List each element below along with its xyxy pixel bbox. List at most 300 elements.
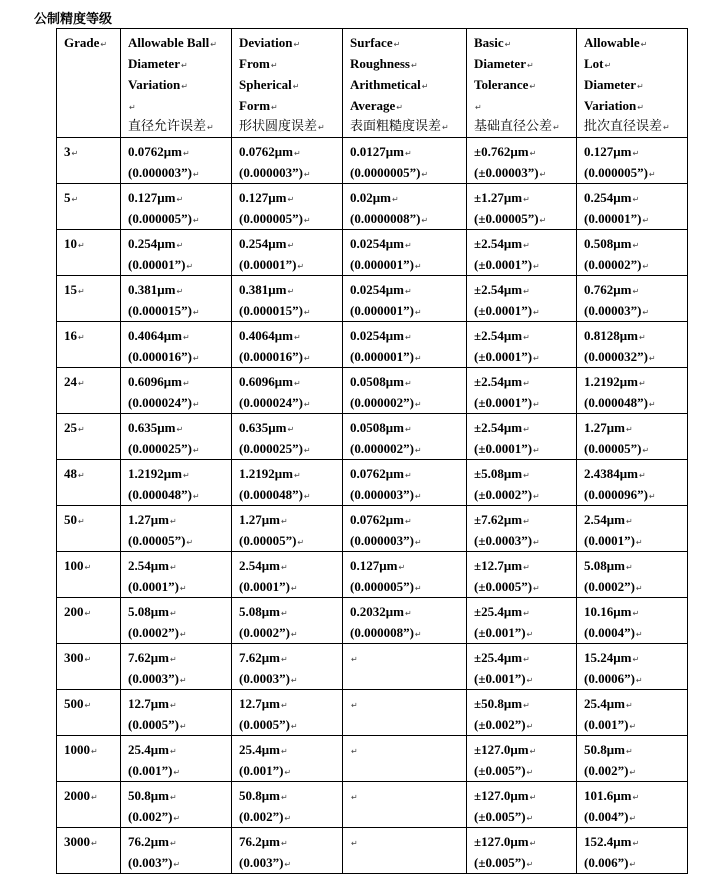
imperial-value: (0.000008”)↵	[350, 625, 422, 640]
spherical-deviation-cell	[232, 460, 343, 506]
imperial-value: (0.000001”)↵	[350, 349, 422, 364]
imperial-value: (±0.001”)↵	[474, 625, 534, 640]
imperial-value: (0.000003”)↵	[239, 165, 311, 180]
grade-cell	[57, 736, 121, 782]
imperial-value: (0.000016”)↵	[128, 349, 200, 364]
table-row	[57, 644, 688, 690]
basic-diameter-tolerance-cell	[467, 552, 577, 598]
imperial-value: (0.002”)↵	[128, 809, 181, 824]
metric-value: 0.0508μm↵	[350, 420, 412, 435]
metric-value: 25.4μm↵	[128, 742, 177, 757]
header-lot-diameter-variation	[577, 29, 688, 138]
surface-roughness-cell	[343, 276, 467, 322]
surface-roughness-cell	[343, 782, 467, 828]
table-body	[57, 138, 688, 874]
imperial-value: (0.00001”)↵	[584, 211, 650, 226]
grade-value: 16↵	[64, 328, 85, 343]
header-label-line: Lot↵	[584, 56, 612, 71]
metric-value: 7.62μm↵	[239, 650, 288, 665]
header-label-line: Spherical↵	[239, 77, 300, 92]
surface-roughness-cell	[343, 736, 467, 782]
imperial-value: (0.000048”)↵	[584, 395, 656, 410]
basic-diameter-tolerance-cell	[467, 736, 577, 782]
imperial-value: (0.000002”)↵	[350, 395, 422, 410]
surface-roughness-cell	[343, 138, 467, 184]
spherical-deviation-cell	[232, 598, 343, 644]
metric-value: 0.254μm↵	[239, 236, 295, 251]
imperial-value: (0.003”)↵	[239, 855, 292, 870]
imperial-value: (0.0003”)↵	[239, 671, 298, 686]
grade-cell	[57, 460, 121, 506]
imperial-value: (±0.002”)↵	[474, 717, 534, 732]
imperial-value: (±0.005”)↵	[474, 763, 534, 778]
imperial-value: (0.000096”)↵	[584, 487, 656, 502]
basic-diameter-tolerance-cell	[467, 414, 577, 460]
metric-value: 1.27μm↵	[584, 420, 633, 435]
metric-value: 0.381μm↵	[128, 282, 184, 297]
metric-value: 0.6096μm↵	[128, 374, 190, 389]
imperial-value: (0.00003”)↵	[584, 303, 650, 318]
spherical-deviation-cell	[232, 782, 343, 828]
metric-value: 2.54μm↵	[128, 558, 177, 573]
metric-value: ±50.8μm↵	[474, 696, 530, 711]
ball-diameter-variation-cell	[121, 460, 232, 506]
imperial-value: (±0.0001”)↵	[474, 441, 540, 456]
ball-diameter-variation-cell	[121, 644, 232, 690]
grade-value: 25↵	[64, 420, 85, 435]
table-row	[57, 460, 688, 506]
ball-diameter-variation-cell	[121, 368, 232, 414]
imperial-value: (0.00002”)↵	[584, 257, 650, 272]
surface-roughness-cell	[343, 184, 467, 230]
header-label-line: From↵	[239, 56, 278, 71]
grade-value: 3000↵	[64, 834, 98, 849]
surface-roughness-cell	[343, 690, 467, 736]
imperial-value: (0.0002”)↵	[128, 625, 187, 640]
metric-value: 25.4μm↵	[584, 696, 633, 711]
metric-value: 0.127μm↵	[350, 558, 406, 573]
imperial-value: (0.0004”)↵	[584, 625, 643, 640]
surface-roughness-cell	[343, 368, 467, 414]
header-label-line: Variation↵	[128, 77, 188, 92]
imperial-value: (0.0005”)↵	[239, 717, 298, 732]
basic-diameter-tolerance-cell	[467, 276, 577, 322]
metric-value: ±25.4μm↵	[474, 650, 530, 665]
basic-diameter-tolerance-cell	[467, 782, 577, 828]
basic-diameter-tolerance-cell	[467, 322, 577, 368]
imperial-value: (0.00001”)↵	[239, 257, 305, 272]
metric-value: 1.27μm↵	[239, 512, 288, 527]
imperial-value: (±0.001”)↵	[474, 671, 534, 686]
metric-value: 0.254μm↵	[128, 236, 184, 251]
metric-value: 0.381μm↵	[239, 282, 295, 297]
imperial-value: (±0.0001”)↵	[474, 257, 540, 272]
ball-diameter-variation-cell	[121, 690, 232, 736]
metric-value: 12.7μm↵	[128, 696, 177, 711]
imperial-value: (0.0000005”)↵	[350, 165, 429, 180]
spherical-deviation-cell	[232, 322, 343, 368]
ball-diameter-variation-cell	[121, 322, 232, 368]
imperial-value: (±0.00003”)↵	[474, 165, 547, 180]
metric-value: ±2.54μm↵	[474, 374, 530, 389]
metric-value: 15.24μm↵	[584, 650, 640, 665]
header-label-line: Tolerance↵	[474, 77, 537, 92]
table-row	[57, 138, 688, 184]
grade-value: 5↵	[64, 190, 79, 205]
header-label-line: Average↵	[350, 98, 403, 113]
metric-value: 0.0254μm↵	[350, 328, 412, 343]
imperial-value: (0.000005”)↵	[350, 579, 422, 594]
lot-diameter-variation-cell	[577, 138, 688, 184]
ball-diameter-variation-cell	[121, 782, 232, 828]
metric-value: ±127.0μm↵	[474, 834, 537, 849]
imperial-value: (0.002”)↵	[239, 809, 292, 824]
surface-roughness-cell	[343, 322, 467, 368]
imperial-value: (0.000002”)↵	[350, 441, 422, 456]
basic-diameter-tolerance-cell	[467, 230, 577, 276]
spherical-deviation-cell	[232, 138, 343, 184]
grade-cell	[57, 690, 121, 736]
imperial-value: (0.004”)↵	[584, 809, 637, 824]
table-row	[57, 782, 688, 828]
surface-roughness-cell	[343, 460, 467, 506]
imperial-value: (0.0001”)↵	[239, 579, 298, 594]
metric-value: 5.08μm↵	[584, 558, 633, 573]
imperial-value: (0.0005”)↵	[128, 717, 187, 732]
imperial-value: (±0.005”)↵	[474, 855, 534, 870]
lot-diameter-variation-cell	[577, 736, 688, 782]
surface-roughness-cell	[343, 552, 467, 598]
empty-cell-mark: ↵	[351, 701, 358, 710]
basic-diameter-tolerance-cell	[467, 828, 577, 874]
metric-value: 152.4μm↵	[584, 834, 640, 849]
imperial-value: (0.00005”)↵	[239, 533, 305, 548]
imperial-value: (0.000005”)↵	[239, 211, 311, 226]
header-label-line: Diameter↵	[474, 56, 534, 71]
imperial-value: (0.000025”)↵	[128, 441, 200, 456]
lot-diameter-variation-cell	[577, 690, 688, 736]
metric-value: 101.6μm↵	[584, 788, 640, 803]
imperial-value: (0.000005”)↵	[584, 165, 656, 180]
basic-diameter-tolerance-cell	[467, 690, 577, 736]
metric-value: 1.2192μm↵	[239, 466, 301, 481]
header-cn-label: 基础直径公差↵	[474, 119, 560, 134]
header-label-line: ↵	[475, 103, 482, 112]
metric-value: 50.8μm↵	[128, 788, 177, 803]
imperial-value: (±0.0002”)↵	[474, 487, 540, 502]
imperial-value: (±0.0001”)↵	[474, 303, 540, 318]
table-row	[57, 598, 688, 644]
empty-cell-mark: ↵	[351, 747, 358, 756]
imperial-value: (0.006”)↵	[584, 855, 637, 870]
metric-value: 25.4μm↵	[239, 742, 288, 757]
metric-value: 0.0762μm↵	[128, 144, 190, 159]
grade-value: 2000↵	[64, 788, 98, 803]
lot-diameter-variation-cell	[577, 368, 688, 414]
metric-value: ±5.08μm↵	[474, 466, 530, 481]
metric-value: 0.0254μm↵	[350, 236, 412, 251]
imperial-value: (0.000015”)↵	[239, 303, 311, 318]
header-label-line: Surface↵	[350, 35, 401, 50]
header-cn-label: 表面粗糙度误差↵	[350, 119, 449, 134]
metric-value: 0.0254μm↵	[350, 282, 412, 297]
table-row	[57, 414, 688, 460]
metric-value: 0.127μm↵	[239, 190, 295, 205]
metric-value: 0.2032μm↵	[350, 604, 412, 619]
imperial-value: (0.0006”)↵	[584, 671, 643, 686]
grade-cell	[57, 782, 121, 828]
surface-roughness-cell	[343, 644, 467, 690]
metric-value: ±2.54μm↵	[474, 420, 530, 435]
header-label-line: Form↵	[239, 98, 278, 113]
imperial-value: (0.000003”)↵	[350, 533, 422, 548]
header-label-line: Variation↵	[584, 98, 644, 113]
page-title: 公制精度等级	[34, 12, 113, 27]
metric-value: ±2.54μm↵	[474, 236, 530, 251]
imperial-value: (0.001”)↵	[584, 717, 637, 732]
imperial-value: (0.000001”)↵	[350, 257, 422, 272]
lot-diameter-variation-cell	[577, 782, 688, 828]
header-label-line: Arithmetical↵	[350, 77, 429, 92]
imperial-value: (±0.0003”)↵	[474, 533, 540, 548]
lot-diameter-variation-cell	[577, 552, 688, 598]
imperial-value: (0.00005”)↵	[128, 533, 194, 548]
metric-value: 50.8μm↵	[584, 742, 633, 757]
spherical-deviation-cell	[232, 552, 343, 598]
imperial-value: (0.0002”)↵	[239, 625, 298, 640]
surface-roughness-cell	[343, 414, 467, 460]
grade-cell	[57, 598, 121, 644]
imperial-value: (0.002”)↵	[584, 763, 637, 778]
imperial-value: (0.000048”)↵	[128, 487, 200, 502]
metric-value: 0.762μm↵	[584, 282, 640, 297]
header-cn-label: 形状圆度误差↵	[239, 119, 325, 134]
spherical-deviation-cell	[232, 828, 343, 874]
metric-value: 0.6096μm↵	[239, 374, 301, 389]
metric-value: 1.27μm↵	[128, 512, 177, 527]
basic-diameter-tolerance-cell	[467, 368, 577, 414]
grade-cell	[57, 138, 121, 184]
metric-value: 50.8μm↵	[239, 788, 288, 803]
header-cn-label: 直径允许误差↵	[128, 119, 214, 134]
metric-value: 0.0762μm↵	[350, 512, 412, 527]
table-row	[57, 184, 688, 230]
spherical-deviation-cell	[232, 506, 343, 552]
spherical-deviation-cell	[232, 230, 343, 276]
metric-value: 76.2μm↵	[128, 834, 177, 849]
basic-diameter-tolerance-cell	[467, 184, 577, 230]
imperial-value: (±0.00005”)↵	[474, 211, 547, 226]
grade-cell	[57, 276, 121, 322]
imperial-value: (0.001”)↵	[128, 763, 181, 778]
grade-value: 10↵	[64, 236, 85, 251]
precision-grade-table	[56, 28, 688, 874]
imperial-value: (0.0001”)↵	[128, 579, 187, 594]
table-row	[57, 276, 688, 322]
metric-value: ±0.762μm↵	[474, 144, 537, 159]
metric-value: 0.0762μm↵	[350, 466, 412, 481]
table-header-row	[57, 29, 688, 138]
grade-value: 100↵	[64, 558, 92, 573]
lot-diameter-variation-cell	[577, 230, 688, 276]
imperial-value: (±0.005”)↵	[474, 809, 534, 824]
lot-diameter-variation-cell	[577, 414, 688, 460]
grade-value: 15↵	[64, 282, 85, 297]
table-row	[57, 506, 688, 552]
grade-value: 48↵	[64, 466, 85, 481]
metric-value: 0.02μm↵	[350, 190, 399, 205]
header-surface-roughness	[343, 29, 467, 138]
metric-value: 0.635μm↵	[239, 420, 295, 435]
imperial-value: (0.0003”)↵	[128, 671, 187, 686]
imperial-value: (0.000024”)↵	[239, 395, 311, 410]
grade-cell	[57, 506, 121, 552]
ball-diameter-variation-cell	[121, 506, 232, 552]
spherical-deviation-cell	[232, 276, 343, 322]
grade-cell	[57, 184, 121, 230]
metric-value: ±2.54μm↵	[474, 282, 530, 297]
spherical-deviation-cell	[232, 414, 343, 460]
header-label-line: Deviation↵	[239, 35, 301, 50]
metric-value: ±1.27μm↵	[474, 190, 530, 205]
basic-diameter-tolerance-cell	[467, 138, 577, 184]
ball-diameter-variation-cell	[121, 276, 232, 322]
lot-diameter-variation-cell	[577, 460, 688, 506]
lot-diameter-variation-cell	[577, 644, 688, 690]
grade-cell	[57, 644, 121, 690]
ball-diameter-variation-cell	[121, 736, 232, 782]
ball-diameter-variation-cell	[121, 598, 232, 644]
imperial-value: (0.003”)↵	[128, 855, 181, 870]
metric-value: 12.7μm↵	[239, 696, 288, 711]
metric-value: ±127.0μm↵	[474, 742, 537, 757]
header-spherical-deviation	[232, 29, 343, 138]
header-basic-diameter-tolerance	[467, 29, 577, 138]
grade-cell	[57, 322, 121, 368]
metric-value: 0.0127μm↵	[350, 144, 412, 159]
empty-cell-mark: ↵	[351, 793, 358, 802]
metric-value: 0.508μm↵	[584, 236, 640, 251]
grade-value: 500↵	[64, 696, 92, 711]
metric-value: 1.2192μm↵	[128, 466, 190, 481]
metric-value: 0.254μm↵	[584, 190, 640, 205]
ball-diameter-variation-cell	[121, 552, 232, 598]
surface-roughness-cell	[343, 598, 467, 644]
metric-value: 0.0508μm↵	[350, 374, 412, 389]
imperial-value: (±0.0001”)↵	[474, 395, 540, 410]
header-label-line: Allowable Ball↵	[128, 35, 217, 50]
metric-value: 2.4384μm↵	[584, 466, 646, 481]
imperial-value: (0.0000008”)↵	[350, 211, 429, 226]
imperial-value: (0.00001”)↵	[128, 257, 194, 272]
imperial-value: (0.00005”)↵	[584, 441, 650, 456]
metric-value: 0.4064μm↵	[128, 328, 190, 343]
ball-diameter-variation-cell	[121, 138, 232, 184]
lot-diameter-variation-cell	[577, 184, 688, 230]
spherical-deviation-cell	[232, 736, 343, 782]
imperial-value: (0.000003”)↵	[350, 487, 422, 502]
table-row	[57, 230, 688, 276]
basic-diameter-tolerance-cell	[467, 506, 577, 552]
header-ball-diameter-variation	[121, 29, 232, 138]
imperial-value: (±0.0001”)↵	[474, 349, 540, 364]
grade-value: 3↵	[64, 144, 79, 159]
ball-diameter-variation-cell	[121, 230, 232, 276]
metric-value: 2.54μm↵	[584, 512, 633, 527]
table-row	[57, 322, 688, 368]
grade-value: 1000↵	[64, 742, 98, 757]
header-label-line: Roughness↵	[350, 56, 418, 71]
table-row	[57, 690, 688, 736]
spherical-deviation-cell	[232, 184, 343, 230]
basic-diameter-tolerance-cell	[467, 460, 577, 506]
table-row	[57, 736, 688, 782]
header-cn-label: 批次直径误差↵	[584, 119, 670, 134]
metric-value: 0.8128μm↵	[584, 328, 646, 343]
grade-value: 300↵	[64, 650, 92, 665]
imperial-value: (0.000005”)↵	[128, 211, 200, 226]
basic-diameter-tolerance-cell	[467, 598, 577, 644]
metric-value: 7.62μm↵	[128, 650, 177, 665]
imperial-value: (0.0001”)↵	[584, 533, 643, 548]
metric-value: ±127.0μm↵	[474, 788, 537, 803]
table-row	[57, 828, 688, 874]
lot-diameter-variation-cell	[577, 828, 688, 874]
imperial-value: (0.001”)↵	[239, 763, 292, 778]
empty-cell-mark: ↵	[351, 839, 358, 848]
metric-value: 2.54μm↵	[239, 558, 288, 573]
grade-cell	[57, 552, 121, 598]
grade-value: 24↵	[64, 374, 85, 389]
metric-value: ±25.4μm↵	[474, 604, 530, 619]
ball-diameter-variation-cell	[121, 828, 232, 874]
imperial-value: (0.000001”)↵	[350, 303, 422, 318]
grade-cell	[57, 368, 121, 414]
lot-diameter-variation-cell	[577, 506, 688, 552]
imperial-value: (0.0002”)↵	[584, 579, 643, 594]
basic-diameter-tolerance-cell	[467, 644, 577, 690]
header-label-line: Allowable↵	[584, 35, 648, 50]
metric-value: 1.2192μm↵	[584, 374, 646, 389]
metric-value: 0.127μm↵	[584, 144, 640, 159]
grade-value: 50↵	[64, 512, 85, 527]
ball-diameter-variation-cell	[121, 414, 232, 460]
metric-value: 0.0762μm↵	[239, 144, 301, 159]
header-label-line: ↵	[129, 103, 136, 112]
imperial-value: (0.000048”)↵	[239, 487, 311, 502]
table-row	[57, 368, 688, 414]
surface-roughness-cell	[343, 828, 467, 874]
metric-value: 0.635μm↵	[128, 420, 184, 435]
imperial-value: (0.000024”)↵	[128, 395, 200, 410]
surface-roughness-cell	[343, 506, 467, 552]
metric-value: ±2.54μm↵	[474, 328, 530, 343]
lot-diameter-variation-cell	[577, 598, 688, 644]
imperial-value: (0.000016”)↵	[239, 349, 311, 364]
metric-value: 10.16μm↵	[584, 604, 640, 619]
metric-value: 76.2μm↵	[239, 834, 288, 849]
ball-diameter-variation-cell	[121, 184, 232, 230]
grade-cell	[57, 828, 121, 874]
imperial-value: (0.000015”)↵	[128, 303, 200, 318]
metric-value: 5.08μm↵	[128, 604, 177, 619]
metric-value: ±7.62μm↵	[474, 512, 530, 527]
metric-value: 5.08μm↵	[239, 604, 288, 619]
lot-diameter-variation-cell	[577, 322, 688, 368]
header-grade: Grade↵	[57, 29, 121, 138]
grade-cell	[57, 230, 121, 276]
empty-cell-mark: ↵	[351, 655, 358, 664]
